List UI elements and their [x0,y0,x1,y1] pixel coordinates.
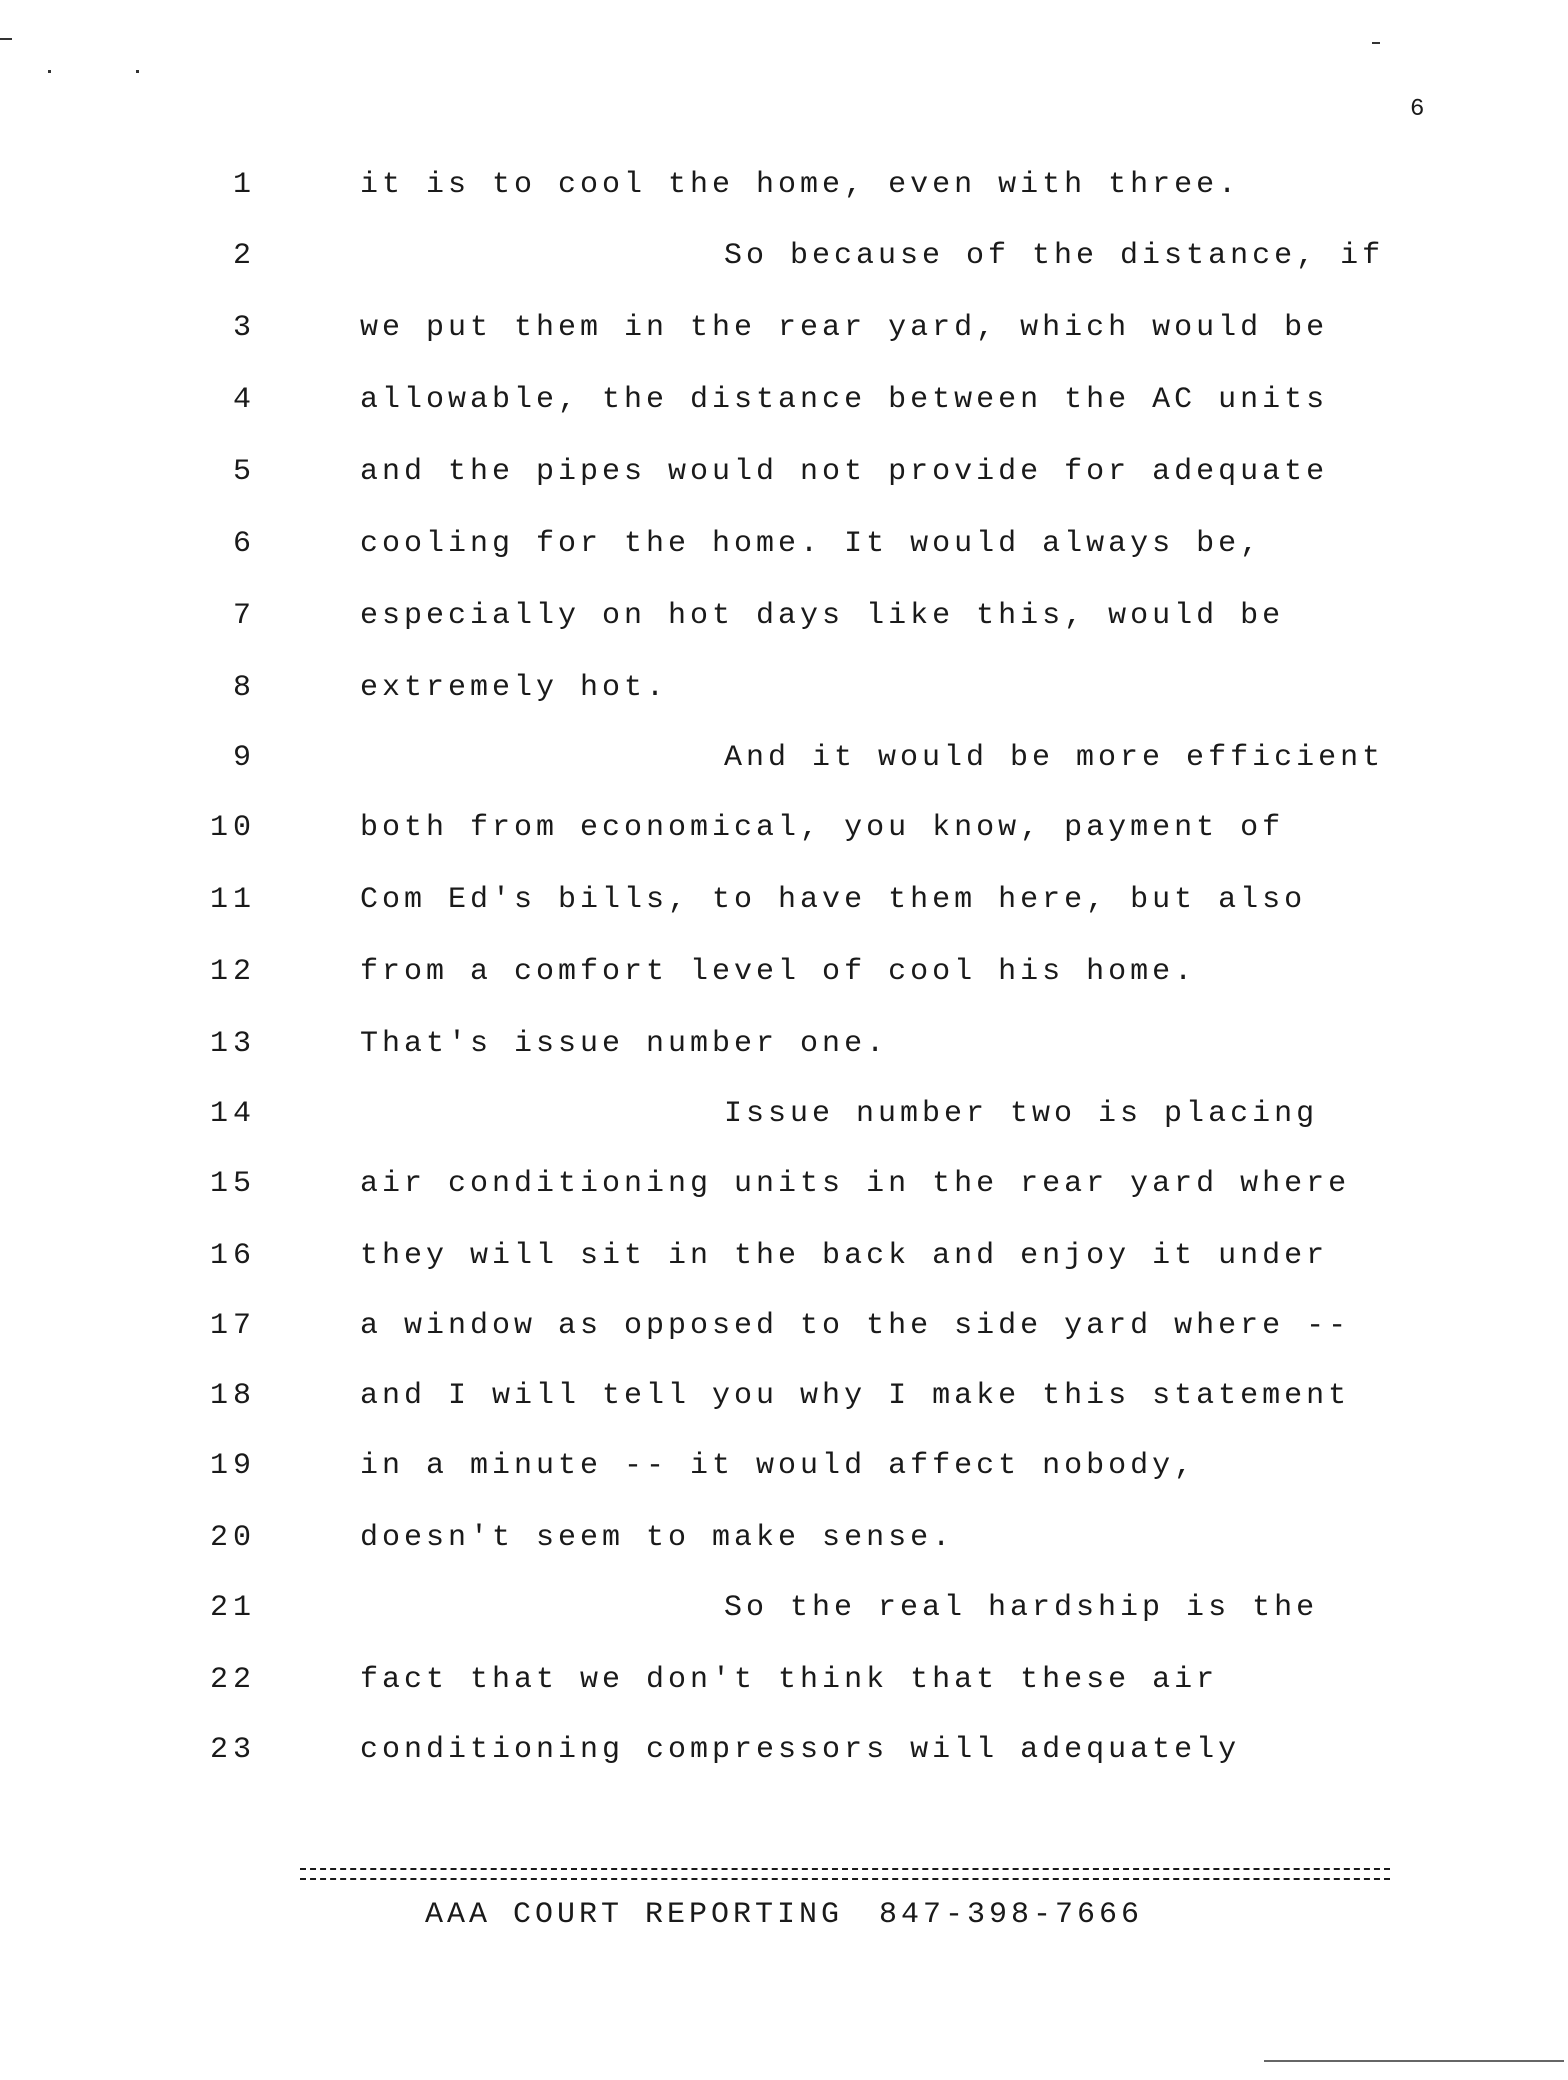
line-number: 8 [232,671,256,705]
line-number: 10 [209,811,256,845]
line-text: Com Ed's bills, to have them here, but also [360,883,1307,917]
transcript-line [0,236,1568,276]
transcript-line [0,952,1568,992]
footer-company: AAA COURT REPORTING [424,1898,843,1932]
scan-speck [0,38,12,40]
footer [0,1898,1568,1932]
line-text: and the pipes would not provide for adequate [360,455,1329,489]
transcript-line [0,1094,1568,1134]
line-number: 16 [209,1239,256,1273]
line-number: 17 [209,1309,256,1343]
line-text: fact that we don't think that these air [360,1663,1219,1697]
transcript-line [0,738,1568,778]
line-text: allowable, the distance between the AC units [360,383,1329,417]
line-text: they will sit in the back and enjoy it under [360,1239,1329,1273]
transcript-line [0,1730,1568,1770]
line-text: That's issue number one. [360,1027,889,1061]
line-text: especially on hot days like this, would be [360,599,1285,633]
transcript-line [0,452,1568,492]
footer-phone: 847-398-7666 [879,1898,1144,1932]
line-number: 9 [232,741,256,775]
line-text: a window as opposed to the side yard where -- [360,1309,1351,1343]
line-text: and I will tell you why I make this statement [360,1379,1351,1413]
line-text: cooling for the home. It would always be, [360,527,1263,561]
transcript-line [0,524,1568,564]
line-number: 11 [209,883,256,917]
transcript-line [0,596,1568,636]
line-number: 4 [232,383,256,417]
line-text: Issue number two is placing [724,1097,1319,1131]
transcript-line [0,165,1568,205]
scan-speck [1372,42,1380,44]
transcript-line [0,808,1568,848]
line-text: extremely hot. [360,671,669,705]
transcript-line [0,880,1568,920]
page-number: 6 [1410,96,1425,123]
line-text: conditioning compressors will adequately [360,1733,1241,1767]
line-number: 23 [209,1733,256,1767]
line-number: 1 [232,168,256,202]
line-text: So the real hardship is the [724,1591,1319,1625]
transcript-line [0,1660,1568,1700]
transcript-line [0,1236,1568,1276]
line-text: in a minute -- it would affect nobody, [360,1449,1197,1483]
line-number: 3 [232,311,256,345]
transcript-line [0,1164,1568,1204]
transcript-line [0,1376,1568,1416]
transcript-line [0,1518,1568,1558]
line-number: 22 [209,1663,256,1697]
line-text: from a comfort level of cool his home. [360,955,1197,989]
scan-speck [136,70,139,73]
scan-speck [1264,2060,1564,2062]
line-text: So because of the distance, if [724,239,1385,273]
line-number: 7 [232,599,256,633]
transcript-line [0,668,1568,708]
transcript-line [0,1446,1568,1486]
line-number: 2 [232,239,256,273]
line-text: And it would be more efficient [724,741,1385,775]
line-number: 6 [232,527,256,561]
line-number: 12 [209,955,256,989]
line-number: 18 [209,1379,256,1413]
transcript-line [0,1024,1568,1064]
line-number: 15 [209,1167,256,1201]
line-number: 14 [209,1097,256,1131]
transcript-line [0,308,1568,348]
line-number: 5 [232,455,256,489]
line-text: both from economical, you know, payment of [360,811,1285,845]
line-text: we put them in the rear yard, which would be [360,311,1329,345]
transcript-line [0,380,1568,420]
line-number: 19 [209,1449,256,1483]
line-number: 13 [209,1027,256,1061]
transcript-line [0,1306,1568,1346]
line-number: 21 [209,1591,256,1625]
footer-double-rule [300,1868,1390,1880]
transcript-line [0,1588,1568,1628]
line-text: it is to cool the home, even with three. [360,168,1241,202]
line-text: air conditioning units in the rear yard where [360,1167,1351,1201]
line-number: 20 [209,1521,256,1555]
line-text: doesn't seem to make sense. [360,1521,955,1555]
scan-speck [48,70,51,73]
